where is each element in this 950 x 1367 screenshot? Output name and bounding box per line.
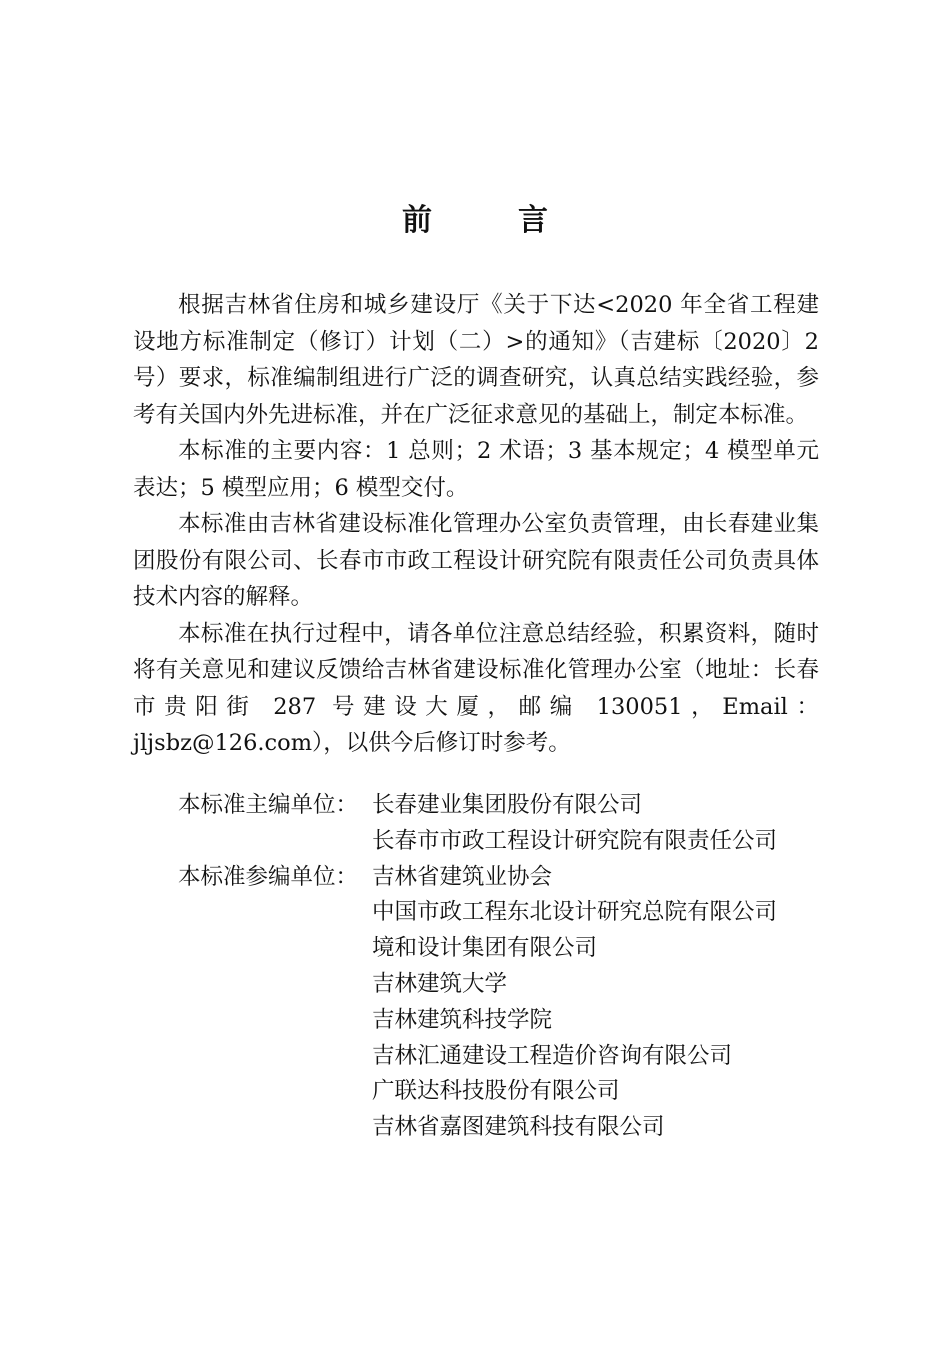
list-item: 广联达科技股份有限公司 (372, 1078, 620, 1105)
list-item: 长春建业集团股份有限公司 (372, 792, 643, 818)
list-item: 长春市市政工程设计研究院有限责任公司 (372, 827, 778, 854)
chief-units-list (372, 788, 777, 860)
participating-units-group (178, 860, 777, 1146)
list-item: 中国市政工程东北设计研究总院有限公司 (372, 899, 778, 926)
paragraph-management: 本标准由吉林省建设标准化管理办公室负责管理，由长春建业集团股份有限公司、长春市市政工程设计研究院有限责任公司负责具体技术内容的解释。 (133, 511, 819, 610)
participating-units-label: 本标准参编单位： (178, 863, 359, 890)
list-item: 吉林建筑科技学院 (372, 1006, 553, 1033)
chief-units-group (178, 788, 777, 860)
page-title: 前 言 (402, 203, 576, 238)
chief-units-label: 本标准主编单位： (178, 792, 359, 818)
units-section (178, 788, 777, 1146)
preface-body (133, 287, 819, 762)
list-item: 吉林建筑大学 (372, 970, 508, 997)
list-item: 吉林省建筑业协会 (372, 863, 553, 890)
paragraph-feedback: 本标准在执行过程中，请各单位注意总结经验，积累资料，随时将有关意见和建议反馈给吉林省建设标准化管理办公室（地址：长春市贵阳街 287 号建设大厦，邮编 130051，Email：jljsbz@126.com），以供今后修订时参考。 (133, 620, 819, 756)
paragraph-contents: 本标准的主要内容：1 总则；2 术语；3 基本规定；4 模型单元表达；5 模型应用；6 模型交付。 (133, 438, 819, 501)
participating-units-list (372, 860, 777, 1146)
list-item: 境和设计集团有限公司 (372, 935, 598, 962)
paragraph-basis: 根据吉林省住房和城乡建设厅《关于下达<2020 年全省工程建设地方标准制定（修订）计划（二）>的通知》（吉建标〔2020〕2 号）要求，标准编制组进行广泛的调查研究，认真总结实践经验，参考有关国内外先进标准，并在广泛征求意见的基础上，制定本标准。 (133, 292, 819, 428)
list-item: 吉林汇通建设工程造价咨询有限公司 (372, 1042, 733, 1069)
list-item: 吉林省嘉图建筑科技有限公司 (372, 1114, 665, 1141)
